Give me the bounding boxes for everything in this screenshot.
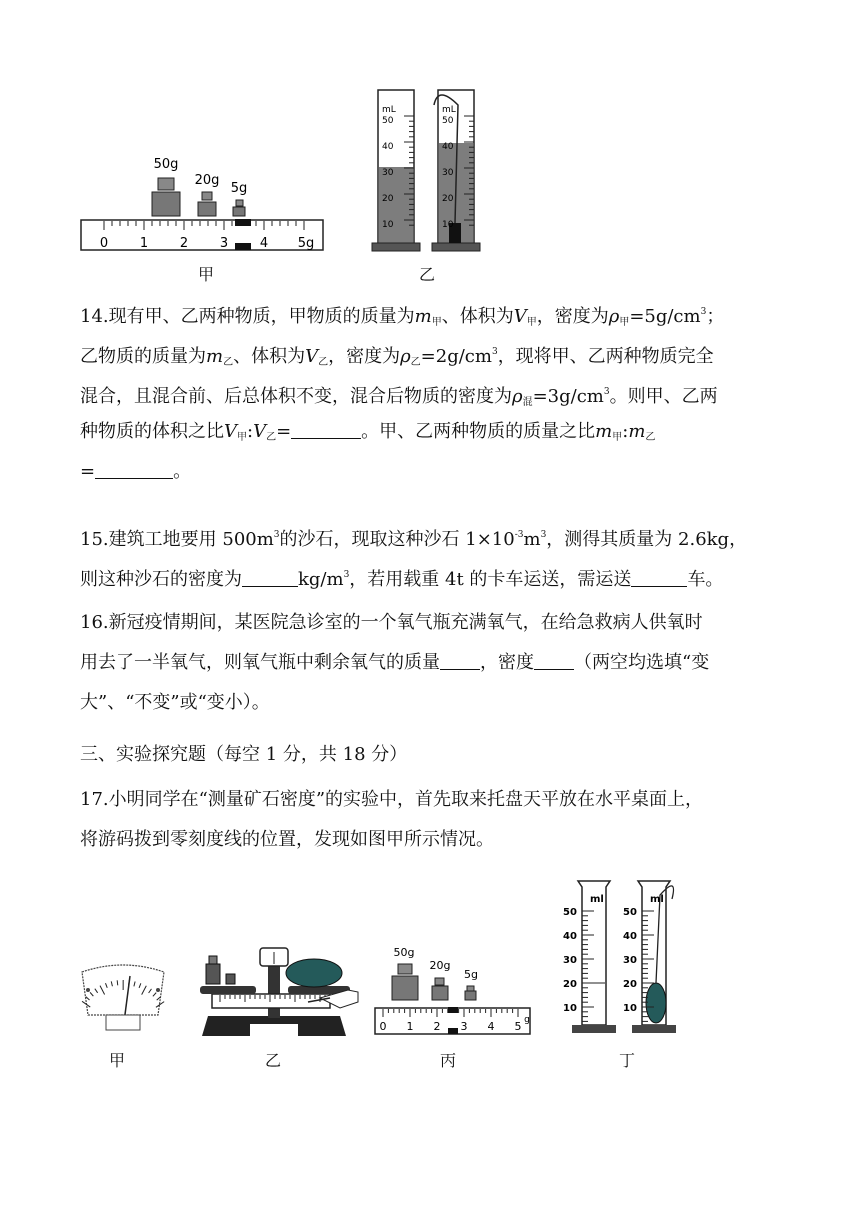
q17-line-2: 将游码拨到零刻度线的位置，发现如图甲所示情况。 [80, 829, 494, 850]
q14-line-5: = 。 [80, 461, 192, 482]
svg-text:3: 3 [219, 236, 229, 251]
svg-text:20g: 20g [429, 959, 451, 972]
svg-text:1: 1 [406, 1020, 414, 1033]
caption-bottom-bing: 丙 [440, 1051, 457, 1070]
svg-text:30: 30 [563, 955, 577, 966]
question-15 [80, 515, 780, 595]
svg-text:10: 10 [563, 1003, 577, 1014]
cylinder-water [372, 90, 420, 251]
svg-text:0: 0 [379, 1020, 387, 1033]
rock-sample [286, 959, 342, 987]
svg-text:50: 50 [442, 116, 454, 126]
pointer-dial-figure [78, 960, 168, 1032]
svg-text:5g: 5g [230, 181, 248, 196]
bottom-cylinders-figure [560, 875, 690, 1037]
q14-line-4: 种物质的体积之比$V_甲:V_乙=$ 。甲、乙两种物质的质量之比$m_甲:m_乙$ [80, 421, 656, 443]
answer-blank-volume-ratio[interactable] [291, 420, 361, 439]
answer-blank-mass-change[interactable] [440, 651, 480, 670]
svg-text:ml: ml [590, 894, 604, 905]
svg-text:50: 50 [623, 907, 637, 918]
svg-text:50g: 50g [153, 157, 179, 172]
svg-text:4: 4 [259, 236, 269, 251]
q14-line-3: 混合，且混合前、后总体积不变，混合后物质的密度为$\rho_混=3g/cm^3$。则甲、乙两 [80, 386, 718, 408]
weight-50g [152, 157, 180, 216]
svg-text:20: 20 [442, 194, 454, 204]
question-17 [80, 780, 780, 860]
q15-line-2: 则这种沙石的密度为 $kg/m^3$，若用载重 4t 的卡车运送，需运送 车。 [80, 569, 724, 590]
caption-top-jia: 甲 [198, 265, 215, 284]
svg-text:10: 10 [382, 220, 394, 230]
weight-20g [195, 173, 220, 216]
answer-blank-mass-ratio[interactable] [95, 460, 173, 479]
tick-mark [117, 980, 118, 985]
q15-line-1: 15.建筑工地要用 $500m^3$的沙石，现取这种沙石 $1\times 10^{-3}m^3$，测得其质量为 2.6kg， [80, 529, 748, 550]
svg-text:ml: ml [650, 894, 664, 905]
svg-text:20: 20 [623, 979, 637, 990]
q14-line-1: 14.现有甲、乙两种物质，甲物质的质量为$m_甲$、体积为$V_甲$，密度为$\rho_甲=5g/cm^3$； [80, 306, 725, 328]
svg-text:30: 30 [623, 955, 637, 966]
svg-text:10: 10 [442, 220, 454, 230]
q14-line-2: 乙物质的质量为$m_乙$、体积为$V_乙$，密度为$\rho_乙=2g/cm^3$，现将甲、乙两种物质完全 [80, 346, 714, 368]
svg-text:40: 40 [382, 142, 394, 152]
cylinder-ml-with-rock [623, 881, 676, 1033]
svg-text:3: 3 [460, 1020, 468, 1033]
svg-text:30: 30 [442, 168, 454, 178]
weight-5g [231, 181, 248, 216]
caption-bottom-jia: 甲 [109, 1051, 126, 1070]
rider-bottom [235, 243, 251, 250]
svg-text:mL: mL [382, 105, 396, 115]
top-balance-figure [78, 150, 338, 255]
svg-text:5g: 5g [297, 236, 315, 251]
caption-bottom-yi: 乙 [265, 1051, 282, 1070]
svg-text:mL: mL [442, 105, 456, 115]
question-16 [80, 603, 780, 723]
q16-line-1: 16.新冠疫情期间，某医院急诊室的一个氧气瓶充满氧气，在给急救病人供氧时 [80, 612, 703, 633]
svg-text:50: 50 [563, 907, 577, 918]
rider-top [235, 219, 251, 226]
rock-in-cylinder [646, 983, 666, 1023]
svg-text:30: 30 [382, 168, 394, 178]
caption-top-yi: 乙 [419, 265, 436, 284]
section-3-heading: 三、实验探究题（每空 1 分，共 18 分） [80, 744, 408, 765]
balance-with-rock-figure [190, 936, 360, 1046]
svg-text:20: 20 [563, 979, 577, 990]
weights-and-scale-figure [372, 938, 537, 1036]
svg-text:g: g [524, 1015, 530, 1025]
svg-text:50g: 50g [393, 946, 415, 959]
q17-line-1: 17.小明同学在“测量矿石密度”的实验中，首先取来托盘天平放在水平桌面上， [80, 789, 704, 810]
caption-bottom-ding: 丁 [619, 1051, 636, 1070]
svg-text:40: 40 [442, 142, 454, 152]
svg-text:10: 10 [623, 1003, 637, 1014]
top-cylinders-figure [368, 85, 488, 255]
svg-text:5g: 5g [464, 968, 478, 981]
question-14 [80, 292, 780, 492]
cylinder-with-object [432, 90, 480, 251]
cylinder-ml-water [563, 881, 616, 1033]
answer-blank-trips[interactable] [631, 568, 687, 587]
svg-text:2: 2 [179, 236, 189, 251]
svg-text:1: 1 [139, 236, 149, 251]
svg-text:4: 4 [487, 1020, 495, 1033]
q16-line-3: 大”、“不变”或“变小）。 [80, 692, 270, 713]
svg-text:0: 0 [99, 236, 109, 251]
rider-scale [81, 219, 323, 251]
answer-blank-density[interactable] [242, 568, 298, 587]
answer-blank-density-change[interactable] [534, 651, 574, 670]
svg-text:40: 40 [563, 931, 577, 942]
svg-text:5: 5 [514, 1020, 522, 1033]
svg-text:20g: 20g [194, 173, 220, 188]
svg-text:50: 50 [382, 116, 394, 126]
svg-text:2: 2 [433, 1020, 441, 1033]
svg-text:40: 40 [623, 931, 637, 942]
q16-line-2: 用去了一半氧气，则氧气瓶中剩余氧气的质量 ，密度 （两空均选填“变 [80, 652, 710, 673]
svg-text:20: 20 [382, 194, 394, 204]
